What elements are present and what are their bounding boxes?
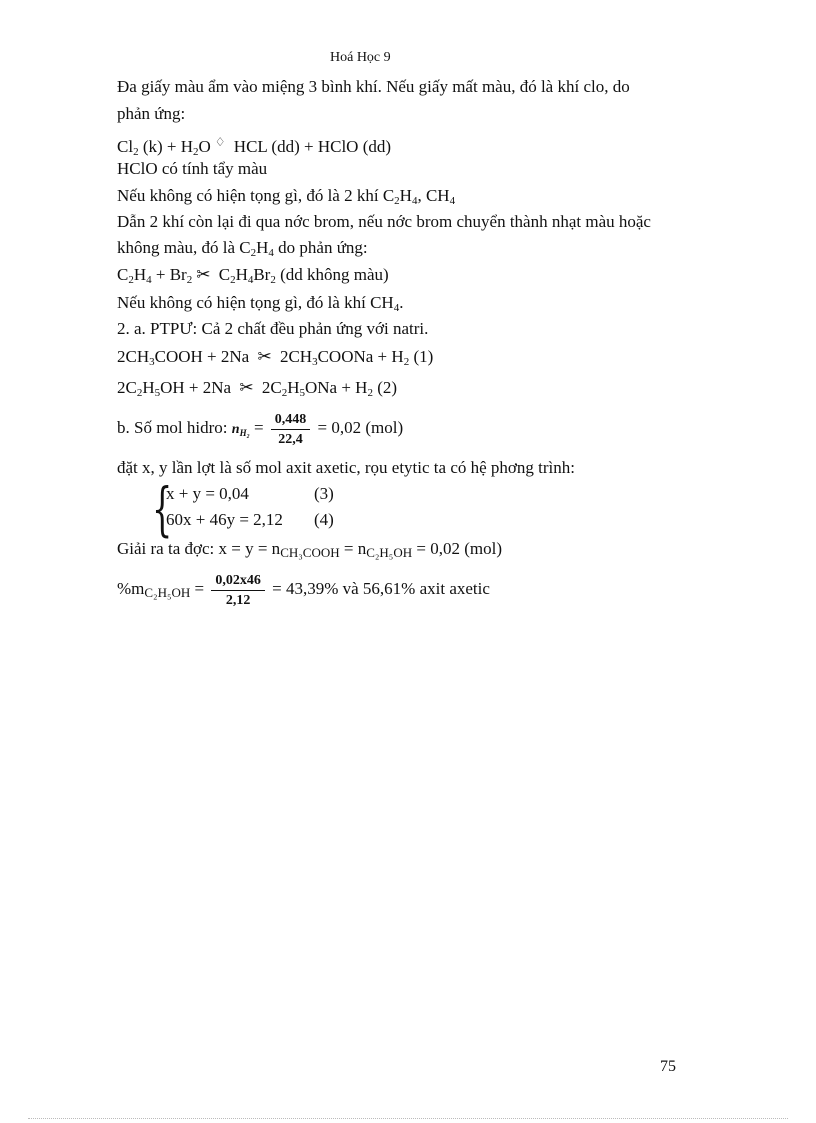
fraction: $\frac{0,448}{22,4}$ (271, 411, 311, 448)
text-line: Dẫn 2 khí còn lại đi qua nớc brom, nếu nớc brom chuyển thành nhạt màu hoặc (117, 212, 651, 231)
page-divider (28, 1118, 788, 1119)
text-line: không màu, đó là $C_2H_4$ do phản ứng: (117, 238, 368, 259)
percent-line: $\%m_{C_2H_5OH}$ = $\frac{0,02x46}{2,12}$ = 43,39% và 56,61% axit axetic (117, 572, 490, 608)
text-line: Đa giấy màu ẩm vào miệng 3 bình khí. Nếu giấy mất màu, đó là khí clo, do (117, 77, 630, 96)
arrow-icon: ✂ (239, 378, 254, 398)
solution-line: Giải ra ta đợc: $x = y = n_{CH_3COOH} = n_{C_2H_5OH} = 0,02$ (mol) (117, 539, 502, 560)
reaction-chlorine: $Cl_2$ $(k) + H_2O$ ♢ HCL (dd) + HClO (dd) (117, 131, 391, 158)
equation-system (152, 475, 412, 543)
page-header: Hoá Học 9 (330, 50, 391, 65)
mol-hydrogen-line: b. Số mol hidro: $n_{H_2}$ = $\frac{0,448}{22,4}$ = 0,02 (mol) (117, 411, 404, 447)
arrow-icon: ✂ (196, 265, 211, 285)
text-line: Nếu không có hiện tọng gì, đó là khí $CH_4$. (117, 293, 404, 314)
reaction-bromine: $C_2H_4 + Br_2$ ✂ $C_2H_4Br_2$ (dd không màu) (117, 265, 389, 286)
equation-2: 60x + 46y = 2,12 (166, 510, 283, 529)
equation-2-number: (4) (314, 510, 334, 529)
text-line: đặt x, y lần lợt là số mol axit axetic, rọu etytic ta có hệ phơng trình: (117, 458, 575, 477)
reaction-1: $2CH_3COOH + 2Na$ ✂ $2CH_3COONa + H_2$ (1) (117, 347, 434, 368)
page-number: 75 (660, 1058, 676, 1075)
text-line: HClO có tính tẩy màu (117, 159, 268, 178)
text-line: 2. a. PTPƯ: Cả 2 chất đều phản ứng với natri. (117, 319, 429, 338)
arrow-icon: ✂ (257, 347, 272, 367)
text-line: Nếu không có hiện tọng gì, đó là 2 khí $C_2H_4$, $CH_4$ (117, 186, 456, 207)
fraction: $\frac{0,02x46}{2,12}$ (211, 572, 265, 609)
equation-1: x + y = 0,04 (166, 484, 249, 503)
text-line: phản ứng: (117, 104, 186, 123)
equation-1-number: (3) (314, 484, 334, 503)
reaction-2: $2C_2H_5OH + 2Na$ ✂ $2C_2H_5ONa + H_2$ (2) (117, 378, 398, 399)
brace-icon: { (152, 475, 173, 543)
reversible-arrow-icon: ♢ (214, 135, 226, 149)
